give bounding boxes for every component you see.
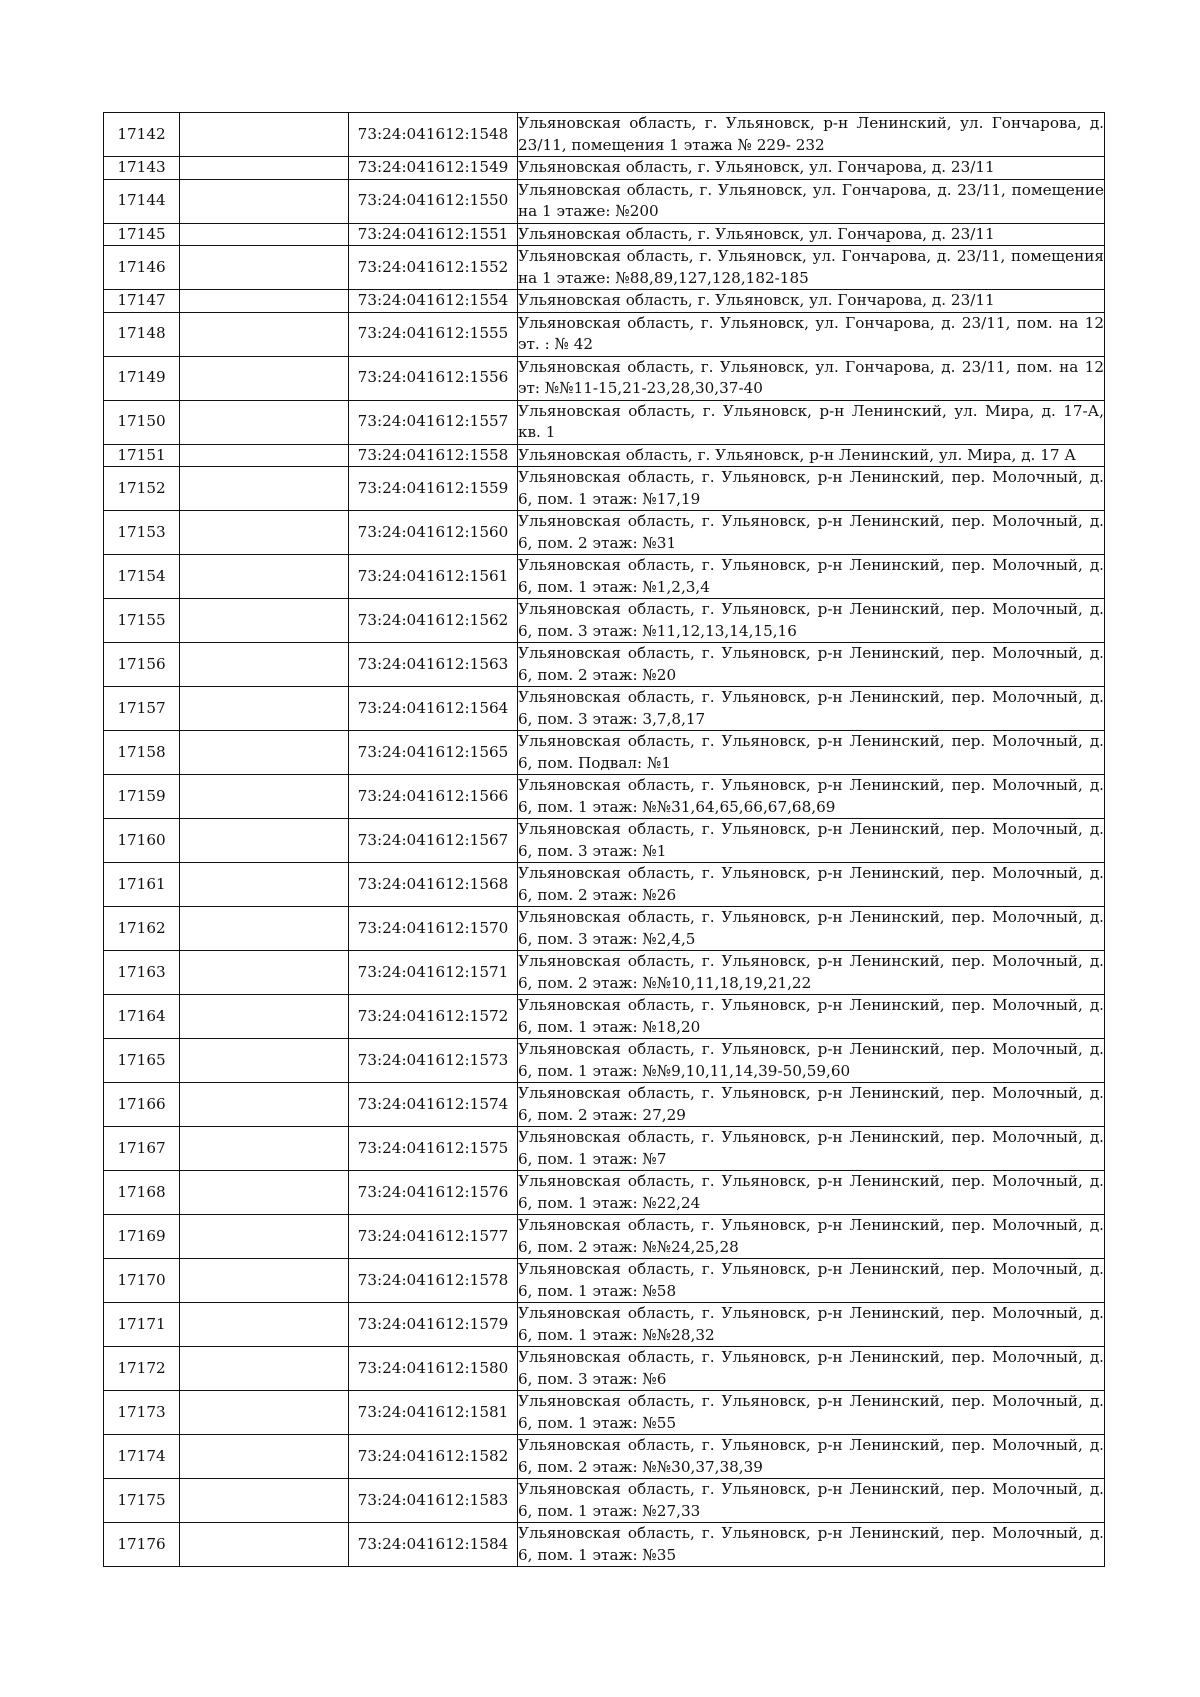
cadastral-number-cell: 73:24:041612:1550 <box>349 179 518 223</box>
table-row <box>104 1523 1105 1567</box>
table-row <box>104 113 1105 157</box>
empty-cell <box>180 290 349 313</box>
record-number-cell: 17171 <box>104 1303 180 1347</box>
address-cell: Ульяновская область, г. Ульяновск, ул. Гончарова, д. 23/11, помещение на 1 этаже: №200 <box>518 179 1105 223</box>
table-row <box>104 1171 1105 1215</box>
table-row <box>104 951 1105 995</box>
record-number-cell: 17155 <box>104 599 180 643</box>
empty-cell <box>180 1435 349 1479</box>
record-number-cell: 17159 <box>104 775 180 819</box>
table-row <box>104 179 1105 223</box>
empty-cell <box>180 1083 349 1127</box>
cadastral-number-cell: 73:24:041612:1558 <box>349 444 518 467</box>
address-cell: Ульяновская область, г. Ульяновск, р-н Ленинский, пер. Молочный, д. 6, пом. 1 этаж: №55 <box>518 1391 1105 1435</box>
cadastral-number-cell: 73:24:041612:1565 <box>349 731 518 775</box>
empty-cell <box>180 1171 349 1215</box>
record-number-cell: 17173 <box>104 1391 180 1435</box>
record-number-cell: 17144 <box>104 179 180 223</box>
property-registry-table <box>103 112 1105 1567</box>
record-number-cell: 17154 <box>104 555 180 599</box>
empty-cell <box>180 907 349 951</box>
cadastral-number-cell: 73:24:041612:1563 <box>349 643 518 687</box>
record-number-cell: 17156 <box>104 643 180 687</box>
address-cell: Ульяновская область, г. Ульяновск, р-н Ленинский, пер. Молочный, д. 6, пом. 3 этаж: 3,7,8,17 <box>518 687 1105 731</box>
empty-cell <box>180 863 349 907</box>
record-number-cell: 17149 <box>104 356 180 400</box>
record-number-cell: 17174 <box>104 1435 180 1479</box>
table-row <box>104 1479 1105 1523</box>
record-number-cell: 17143 <box>104 157 180 180</box>
table-row <box>104 467 1105 511</box>
empty-cell <box>180 312 349 356</box>
empty-cell <box>180 731 349 775</box>
table-row <box>104 444 1105 467</box>
address-cell: Ульяновская область, г. Ульяновск, р-н Ленинский, ул. Мира, д. 17-А, кв. 1 <box>518 400 1105 444</box>
address-cell: Ульяновская область, г. Ульяновск, р-н Ленинский, пер. Молочный, д. 6, пом. 2 этаж: №26 <box>518 863 1105 907</box>
record-number-cell: 17147 <box>104 290 180 313</box>
record-number-cell: 17148 <box>104 312 180 356</box>
record-number-cell: 17162 <box>104 907 180 951</box>
table-row <box>104 223 1105 246</box>
empty-cell <box>180 951 349 995</box>
cadastral-number-cell: 73:24:041612:1577 <box>349 1215 518 1259</box>
record-number-cell: 17158 <box>104 731 180 775</box>
table-row <box>104 400 1105 444</box>
table-row <box>104 1391 1105 1435</box>
address-cell: Ульяновская область, г. Ульяновск, р-н Ленинский, пер. Молочный, д. 6, пом. 1 этаж: №№28,32 <box>518 1303 1105 1347</box>
address-cell: Ульяновская область, г. Ульяновск, р-н Ленинский, пер. Молочный, д. 6, пом. 1 этаж: №№31,64,65,66,67,68,69 <box>518 775 1105 819</box>
cadastral-number-cell: 73:24:041612:1559 <box>349 467 518 511</box>
cadastral-number-cell: 73:24:041612:1584 <box>349 1523 518 1567</box>
address-cell: Ульяновская область, г. Ульяновск, р-н Ленинский, пер. Молочный, д. 6, пом. 3 этаж: №1 <box>518 819 1105 863</box>
cadastral-number-cell: 73:24:041612:1564 <box>349 687 518 731</box>
cadastral-number-cell: 73:24:041612:1573 <box>349 1039 518 1083</box>
record-number-cell: 17152 <box>104 467 180 511</box>
cadastral-number-cell: 73:24:041612:1579 <box>349 1303 518 1347</box>
record-number-cell: 17163 <box>104 951 180 995</box>
table-row <box>104 599 1105 643</box>
address-cell: Ульяновская область, г. Ульяновск, р-н Ленинский, пер. Молочный, д. 6, пом. 1 этаж: №18,20 <box>518 995 1105 1039</box>
address-cell: Ульяновская область, г. Ульяновск, р-н Ленинский, пер. Молочный, д. 6, пом. 3 этаж: №2,4,5 <box>518 907 1105 951</box>
table-row <box>104 290 1105 313</box>
cadastral-number-cell: 73:24:041612:1576 <box>349 1171 518 1215</box>
table-row <box>104 775 1105 819</box>
empty-cell <box>180 1523 349 1567</box>
cadastral-number-cell: 73:24:041612:1568 <box>349 863 518 907</box>
address-cell: Ульяновская область, г. Ульяновск, р-н Ленинский, пер. Молочный, д. 6, пом. 1 этаж: №1,2,3,4 <box>518 555 1105 599</box>
record-number-cell: 17166 <box>104 1083 180 1127</box>
address-cell: Ульяновская область, г. Ульяновск, р-н Ленинский, пер. Молочный, д. 6, пом. 1 этаж: №35 <box>518 1523 1105 1567</box>
empty-cell <box>180 555 349 599</box>
empty-cell <box>180 819 349 863</box>
cadastral-number-cell: 73:24:041612:1570 <box>349 907 518 951</box>
record-number-cell: 17151 <box>104 444 180 467</box>
address-cell: Ульяновская область, г. Ульяновск, р-н Ленинский, пер. Молочный, д. 6, пом. 3 этаж: №11,12,13,14,15,16 <box>518 599 1105 643</box>
empty-cell <box>180 1127 349 1171</box>
record-number-cell: 17168 <box>104 1171 180 1215</box>
address-cell: Ульяновская область, г. Ульяновск, р-н Ленинский, пер. Молочный, д. 6, пом. 2 этаж: 27,29 <box>518 1083 1105 1127</box>
table-row <box>104 246 1105 290</box>
address-cell: Ульяновская область, г. Ульяновск, р-н Ленинский, ул. Мира, д. 17 А <box>518 444 1105 467</box>
address-cell: Ульяновская область, г. Ульяновск, р-н Ленинский, пер. Молочный, д. 6, пом. 1 этаж: №27,33 <box>518 1479 1105 1523</box>
address-cell: Ульяновская область, г. Ульяновск, р-н Ленинский, пер. Молочный, д. 6, пом. 1 этаж: №17,19 <box>518 467 1105 511</box>
record-number-cell: 17175 <box>104 1479 180 1523</box>
table-row <box>104 819 1105 863</box>
address-cell: Ульяновская область, г. Ульяновск, р-н Ленинский, пер. Молочный, д. 6, пом. 2 этаж: №31 <box>518 511 1105 555</box>
table-row <box>104 731 1105 775</box>
cadastral-number-cell: 73:24:041612:1549 <box>349 157 518 180</box>
cadastral-number-cell: 73:24:041612:1552 <box>349 246 518 290</box>
table-row <box>104 511 1105 555</box>
cadastral-number-cell: 73:24:041612:1574 <box>349 1083 518 1127</box>
table-row <box>104 157 1105 180</box>
empty-cell <box>180 1347 349 1391</box>
address-cell: Ульяновская область, г. Ульяновск, р-н Ленинский, пер. Молочный, д. 6, пом. 2 этаж: №№10,11,18,19,21,22 <box>518 951 1105 995</box>
table-row <box>104 907 1105 951</box>
table-row <box>104 1039 1105 1083</box>
cadastral-number-cell: 73:24:041612:1582 <box>349 1435 518 1479</box>
record-number-cell: 17165 <box>104 1039 180 1083</box>
cadastral-number-cell: 73:24:041612:1557 <box>349 400 518 444</box>
record-number-cell: 17172 <box>104 1347 180 1391</box>
record-number-cell: 17160 <box>104 819 180 863</box>
address-cell: Ульяновская область, г. Ульяновск, р-н Ленинский, пер. Молочный, д. 6, пом. 2 этаж: №№24,25,28 <box>518 1215 1105 1259</box>
empty-cell <box>180 113 349 157</box>
table-row <box>104 687 1105 731</box>
record-number-cell: 17170 <box>104 1259 180 1303</box>
empty-cell <box>180 511 349 555</box>
cadastral-number-cell: 73:24:041612:1583 <box>349 1479 518 1523</box>
address-cell: Ульяновская область, г. Ульяновск, ул. Гончарова, д. 23/11 <box>518 157 1105 180</box>
table-row <box>104 1303 1105 1347</box>
record-number-cell: 17157 <box>104 687 180 731</box>
cadastral-number-cell: 73:24:041612:1578 <box>349 1259 518 1303</box>
record-number-cell: 17161 <box>104 863 180 907</box>
record-number-cell: 17164 <box>104 995 180 1039</box>
empty-cell <box>180 1479 349 1523</box>
empty-cell <box>180 775 349 819</box>
record-number-cell: 17167 <box>104 1127 180 1171</box>
table-row <box>104 356 1105 400</box>
empty-cell <box>180 995 349 1039</box>
address-cell: Ульяновская область, г. Ульяновск, р-н Ленинский, ул. Гончарова, д. 23/11, помещения 1 этажа № 229- 232 <box>518 113 1105 157</box>
empty-cell <box>180 1259 349 1303</box>
address-cell: Ульяновская область, г. Ульяновск, р-н Ленинский, пер. Молочный, д. 6, пом. 1 этаж: №58 <box>518 1259 1105 1303</box>
empty-cell <box>180 687 349 731</box>
table-row <box>104 1215 1105 1259</box>
table-row <box>104 1435 1105 1479</box>
empty-cell <box>180 599 349 643</box>
empty-cell <box>180 1391 349 1435</box>
table-row <box>104 312 1105 356</box>
empty-cell <box>180 1039 349 1083</box>
cadastral-number-cell: 73:24:041612:1575 <box>349 1127 518 1171</box>
table-row <box>104 643 1105 687</box>
empty-cell <box>180 444 349 467</box>
table-row <box>104 863 1105 907</box>
table-row <box>104 1259 1105 1303</box>
registry-table-body <box>104 113 1105 1567</box>
address-cell: Ульяновская область, г. Ульяновск, р-н Ленинский, пер. Молочный, д. 6, пом. 1 этаж: №22,24 <box>518 1171 1105 1215</box>
empty-cell <box>180 1303 349 1347</box>
record-number-cell: 17145 <box>104 223 180 246</box>
address-cell: Ульяновская область, г. Ульяновск, р-н Ленинский, пер. Молочный, д. 6, пом. 2 этаж: №№30,37,38,39 <box>518 1435 1105 1479</box>
address-cell: Ульяновская область, г. Ульяновск, ул. Гончарова, д. 23/11, пом. на 12 эт: №№11-15,21-23,28,30,37-40 <box>518 356 1105 400</box>
cadastral-number-cell: 73:24:041612:1554 <box>349 290 518 313</box>
record-number-cell: 17176 <box>104 1523 180 1567</box>
empty-cell <box>180 1215 349 1259</box>
cadastral-number-cell: 73:24:041612:1556 <box>349 356 518 400</box>
cadastral-number-cell: 73:24:041612:1551 <box>349 223 518 246</box>
table-row <box>104 555 1105 599</box>
cadastral-number-cell: 73:24:041612:1572 <box>349 995 518 1039</box>
record-number-cell: 17142 <box>104 113 180 157</box>
address-cell: Ульяновская область, г. Ульяновск, р-н Ленинский, пер. Молочный, д. 6, пом. 1 этаж: №№9,10,11,14,39-50,59,60 <box>518 1039 1105 1083</box>
table-row <box>104 1083 1105 1127</box>
cadastral-number-cell: 73:24:041612:1561 <box>349 555 518 599</box>
empty-cell <box>180 157 349 180</box>
cadastral-number-cell: 73:24:041612:1571 <box>349 951 518 995</box>
empty-cell <box>180 179 349 223</box>
record-number-cell: 17153 <box>104 511 180 555</box>
cadastral-number-cell: 73:24:041612:1580 <box>349 1347 518 1391</box>
table-row <box>104 1347 1105 1391</box>
table-row <box>104 995 1105 1039</box>
address-cell: Ульяновская область, г. Ульяновск, р-н Ленинский, пер. Молочный, д. 6, пом. 3 этаж: №6 <box>518 1347 1105 1391</box>
empty-cell <box>180 246 349 290</box>
empty-cell <box>180 400 349 444</box>
table-row <box>104 1127 1105 1171</box>
empty-cell <box>180 467 349 511</box>
address-cell: Ульяновская область, г. Ульяновск, ул. Гончарова, д. 23/11, пом. на 12 эт. : № 42 <box>518 312 1105 356</box>
address-cell: Ульяновская область, г. Ульяновск, р-н Ленинский, пер. Молочный, д. 6, пом. 2 этаж: №20 <box>518 643 1105 687</box>
cadastral-number-cell: 73:24:041612:1567 <box>349 819 518 863</box>
empty-cell <box>180 223 349 246</box>
address-cell: Ульяновская область, г. Ульяновск, ул. Гончарова, д. 23/11 <box>518 223 1105 246</box>
address-cell: Ульяновская область, г. Ульяновск, р-н Ленинский, пер. Молочный, д. 6, пом. 1 этаж: №7 <box>518 1127 1105 1171</box>
cadastral-number-cell: 73:24:041612:1560 <box>349 511 518 555</box>
cadastral-number-cell: 73:24:041612:1562 <box>349 599 518 643</box>
empty-cell <box>180 643 349 687</box>
record-number-cell: 17169 <box>104 1215 180 1259</box>
address-cell: Ульяновская область, г. Ульяновск, р-н Ленинский, пер. Молочный, д. 6, пом. Подвал: №1 <box>518 731 1105 775</box>
cadastral-number-cell: 73:24:041612:1555 <box>349 312 518 356</box>
record-number-cell: 17150 <box>104 400 180 444</box>
cadastral-number-cell: 73:24:041612:1581 <box>349 1391 518 1435</box>
cadastral-number-cell: 73:24:041612:1566 <box>349 775 518 819</box>
cadastral-number-cell: 73:24:041612:1548 <box>349 113 518 157</box>
empty-cell <box>180 356 349 400</box>
record-number-cell: 17146 <box>104 246 180 290</box>
address-cell: Ульяновская область, г. Ульяновск, ул. Гончарова, д. 23/11 <box>518 290 1105 313</box>
address-cell: Ульяновская область, г. Ульяновск, ул. Гончарова, д. 23/11, помещения на 1 этаже: №88,89,127,128,182-185 <box>518 246 1105 290</box>
